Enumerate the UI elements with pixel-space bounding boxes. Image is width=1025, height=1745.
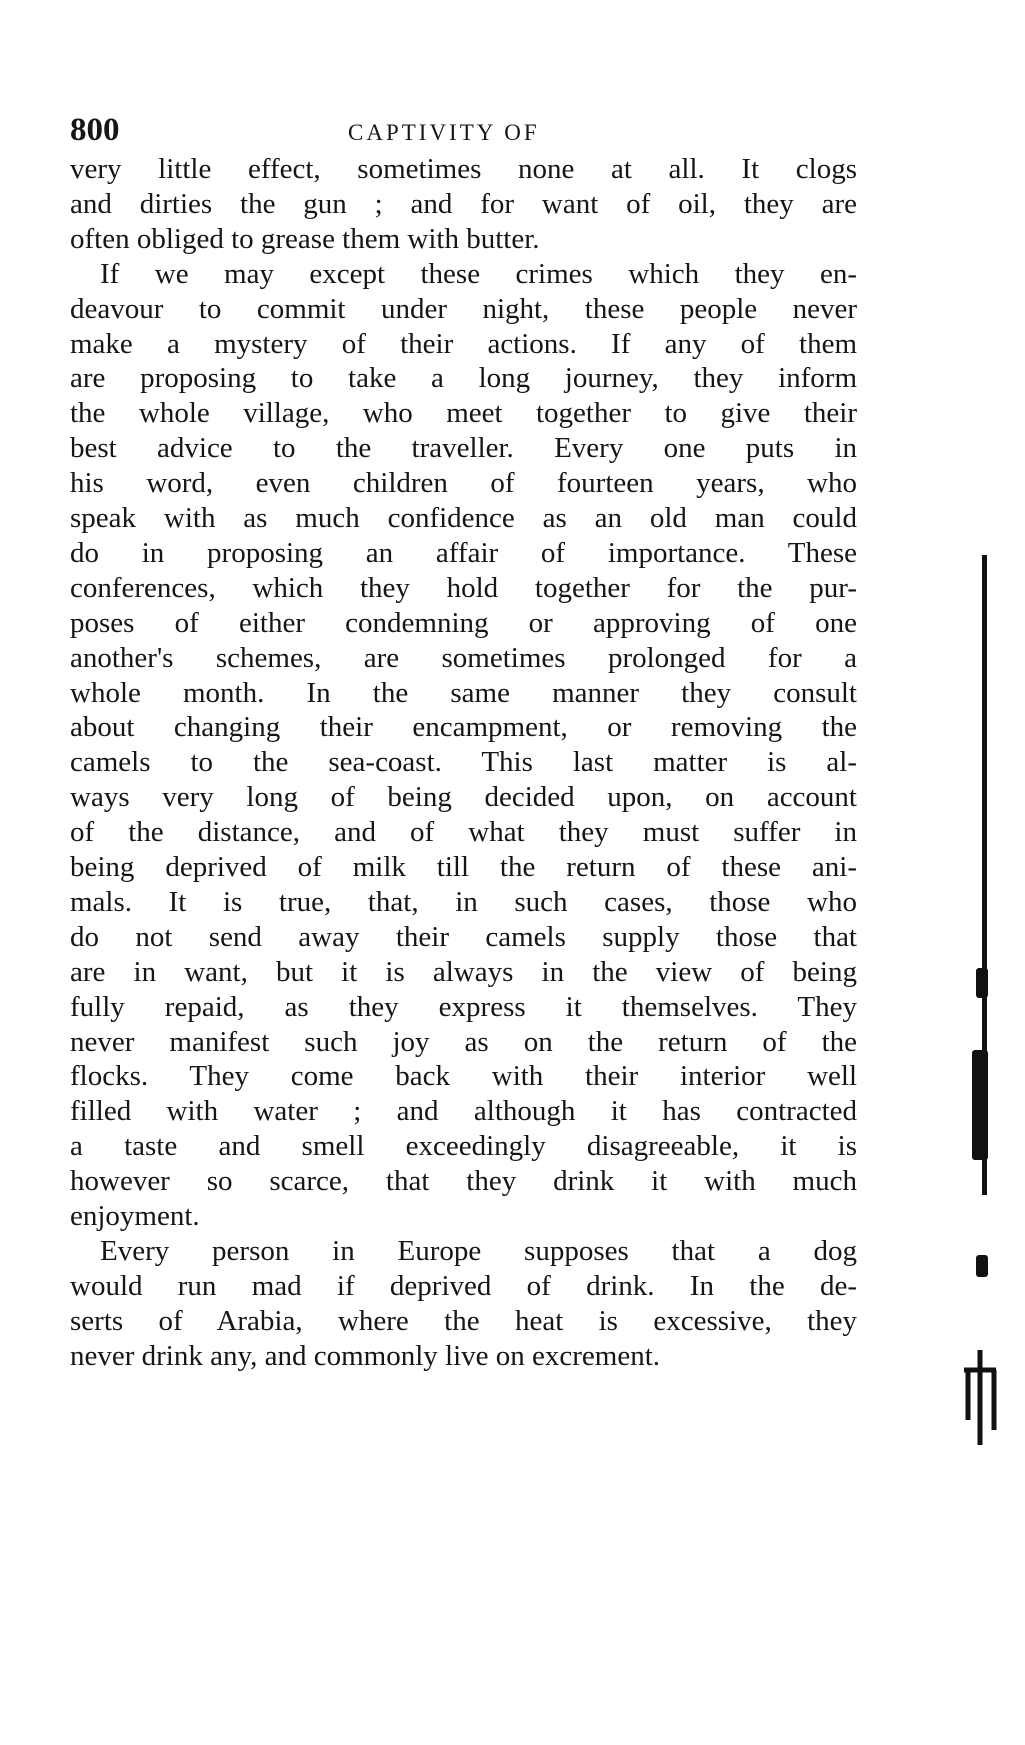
text-line: speak with as much confidence as an old man could <box>70 502 857 534</box>
text-line: do not send away their camels supply those that <box>70 921 857 953</box>
text-line: deavour to commit under night, these people never <box>70 293 857 325</box>
text-line: poses of either condemning or approving of one <box>70 607 857 639</box>
text-line: another's schemes, are sometimes prolonged for a <box>70 642 857 674</box>
text-line: camels to the sea-coast. This last matter is al- <box>70 746 857 778</box>
binding-thread-mark <box>950 1350 1005 1445</box>
running-head: CAPTIVITY OF <box>348 120 540 145</box>
text-line: If we may except these crimes which they en- <box>100 258 857 290</box>
text-line: being deprived of milk till the return of these ani- <box>70 851 857 883</box>
text-line: make a mystery of their actions. If any of them <box>70 328 857 360</box>
text-line: Every person in Europe supposes that a dog <box>100 1235 857 1267</box>
text-line: conferences, which they hold together for the pur- <box>70 572 857 604</box>
page-header <box>70 112 870 152</box>
text-line: ways very long of being decided upon, on account <box>70 781 857 813</box>
text-line: the whole village, who meet together to give their <box>70 397 857 429</box>
text-line: about changing their encampment, or removing the <box>70 711 857 743</box>
text-line: and dirties the gun ; and for want of oil, they are <box>70 188 857 220</box>
text-line: very little effect, sometimes none at all. It clogs <box>70 153 857 185</box>
text-line: mals. It is true, that, in such cases, those who <box>70 886 857 918</box>
text-line: best advice to the traveller. Every one puts in <box>70 432 857 464</box>
text-line: whole month. In the same manner they consult <box>70 677 857 709</box>
text-line: his word, even children of fourteen years, who <box>70 467 857 499</box>
text-line: enjoyment. <box>70 1200 200 1232</box>
binding-knot-mark <box>976 1255 988 1277</box>
text-line: of the distance, and of what they must suffer in <box>70 816 857 848</box>
text-line: never drink any, and commonly live on excrement. <box>70 1340 661 1372</box>
text-line: fully repaid, as they express it themselves. They <box>70 991 857 1023</box>
text-line: flocks. They come back with their interior well <box>70 1060 857 1092</box>
text-line: do in proposing an affair of importance. These <box>70 537 857 569</box>
text-line: filled with water ; and although it has contracted <box>70 1095 857 1127</box>
binding-knot-mark <box>972 1050 988 1160</box>
text-line: are in want, but it is always in the view of being <box>70 956 857 988</box>
text-line: however so scarce, that they drink it with much <box>70 1165 857 1197</box>
text-line: never manifest such joy as on the return of the <box>70 1026 857 1058</box>
text-line: are proposing to take a long journey, they inform <box>70 362 857 394</box>
text-line: serts of Arabia, where the heat is excessive, they <box>70 1305 857 1337</box>
page-number: 800 <box>70 112 120 148</box>
text-line: a taste and smell exceedingly disagreeable, it is <box>70 1130 857 1162</box>
binding-knot-mark <box>976 968 988 998</box>
text-line: often obliged to grease them with butter. <box>70 223 540 255</box>
text-line: would run mad if deprived of drink. In the de- <box>70 1270 857 1302</box>
